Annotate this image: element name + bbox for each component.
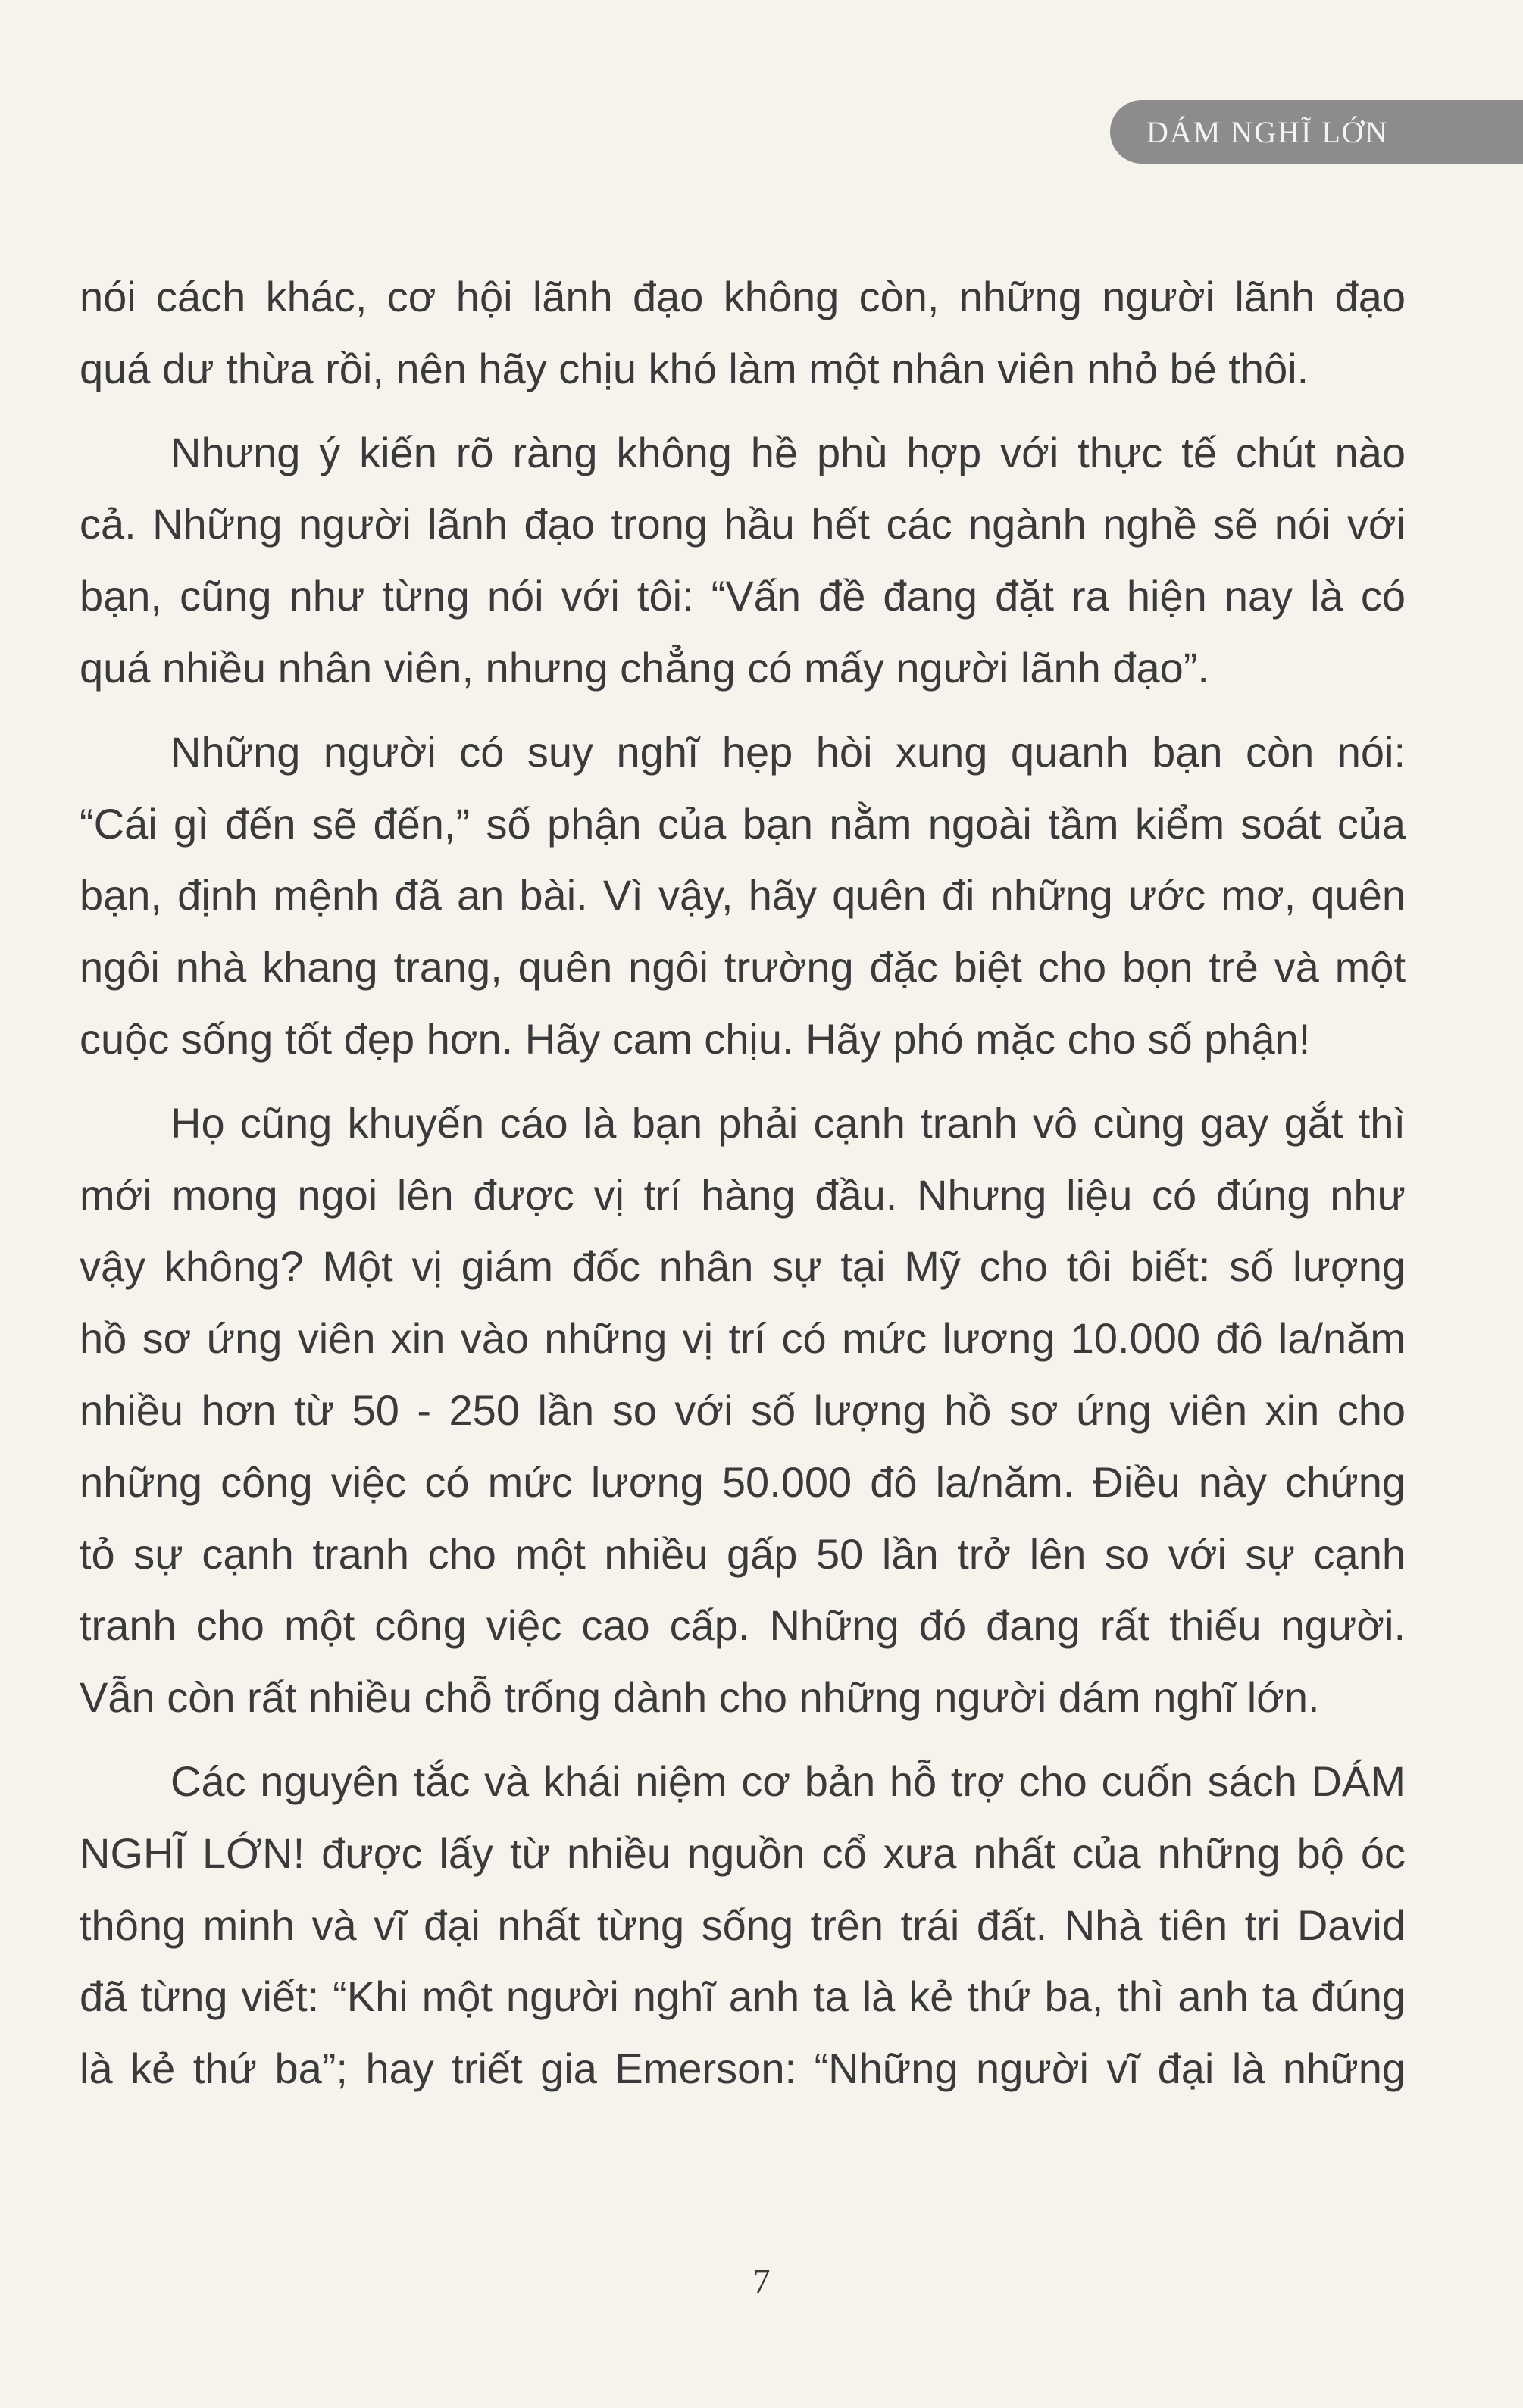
text-line: ngôi nhà khang trang, quên ngôi trường đặc biệt cho bọn trẻ và một <box>80 943 1406 992</box>
text-line: Những người có suy nghĩ hẹp hòi xung quanh bạn còn nói: <box>170 727 1406 776</box>
text-line: Vẫn còn rất nhiều chỗ trống dành cho những người dám nghĩ lớn. <box>80 1673 1320 1722</box>
text-line: tranh cho một công việc cao cấp. Những đó đang rất thiếu người. <box>80 1601 1406 1650</box>
text-line: nói cách khác, cơ hội lãnh đạo không còn, những người lãnh đạo <box>80 273 1406 320</box>
text-line: đã từng viết: “Khi một người nghĩ anh ta là kẻ thứ ba, thì anh ta đúng <box>80 1972 1406 2021</box>
text-line: tỏ sự cạnh tranh cho một nhiều gấp 50 lần trở lên so với sự cạnh <box>80 1529 1406 1578</box>
text-line: thông minh và vĩ đại nhất từng sống trên trái đất. Nhà tiên tri David <box>80 1900 1406 1949</box>
text-line: cả. Những người lãnh đạo trong hầu hết các ngành nghề sẽ nói với <box>80 500 1406 548</box>
text-line: Các nguyên tắc và khái niệm cơ bản hỗ trợ cho cuốn sách DÁM <box>170 1757 1406 1805</box>
text-line: Họ cũng khuyến cáo là bạn phải cạnh tranh vô cùng gay gắt thì <box>170 1098 1406 1147</box>
page-body <box>80 261 1406 2105</box>
text-line: Nhưng ý kiến rõ ràng không hề phù hợp với thực tế chút nào <box>170 428 1406 476</box>
text-line: quá dư thừa rồi, nên hãy chịu khó làm một nhân viên nhỏ bé thôi. <box>80 344 1309 392</box>
text-line: hồ sơ ứng viên xin vào những vị trí có mức lương 10.000 đô la/năm <box>80 1314 1406 1363</box>
text-line: “Cái gì đến sẽ đến,” số phận của bạn nằm ngoài tầm kiểm soát của <box>80 799 1406 848</box>
text-line: nhiều hơn từ 50 - 250 lần so với số lượng hồ sơ ứng viên xin cho <box>80 1385 1406 1434</box>
text-line: mới mong ngoi lên được vị trí hàng đầu. Nhưng liệu có đúng như <box>80 1170 1406 1219</box>
running-title: DÁM NGHĨ LỚN <box>1146 114 1389 149</box>
text-line: vậy không? Một vị giám đốc nhân sự tại Mỹ cho tôi biết: số lượng <box>80 1242 1406 1291</box>
text-line: quá nhiều nhân viên, nhưng chẳng có mấy người lãnh đạo”. <box>80 643 1209 692</box>
text-line: NGHĨ LỚN! được lấy từ nhiều nguồn cổ xưa nhất của những bộ óc <box>80 1829 1406 1877</box>
text-line: cuộc sống tốt đẹp hơn. Hãy cam chịu. Hãy phó mặc cho số phận! <box>80 1014 1311 1063</box>
running-header <box>1110 100 1523 164</box>
page-number: 7 <box>752 2262 771 2300</box>
text-line: là kẻ thứ ba”; hay triết gia Emerson: “Những người vĩ đại là những <box>80 2044 1406 2093</box>
text-line: bạn, định mệnh đã an bài. Vì vậy, hãy quên đi những ước mơ, quên <box>80 871 1406 920</box>
text-line: bạn, cũng như từng nói với tôi: “Vấn đề đang đặt ra hiện nay là có <box>80 572 1406 620</box>
text-line: những công việc có mức lương 50.000 đô la/năm. Điều này chứng <box>80 1457 1406 1506</box>
